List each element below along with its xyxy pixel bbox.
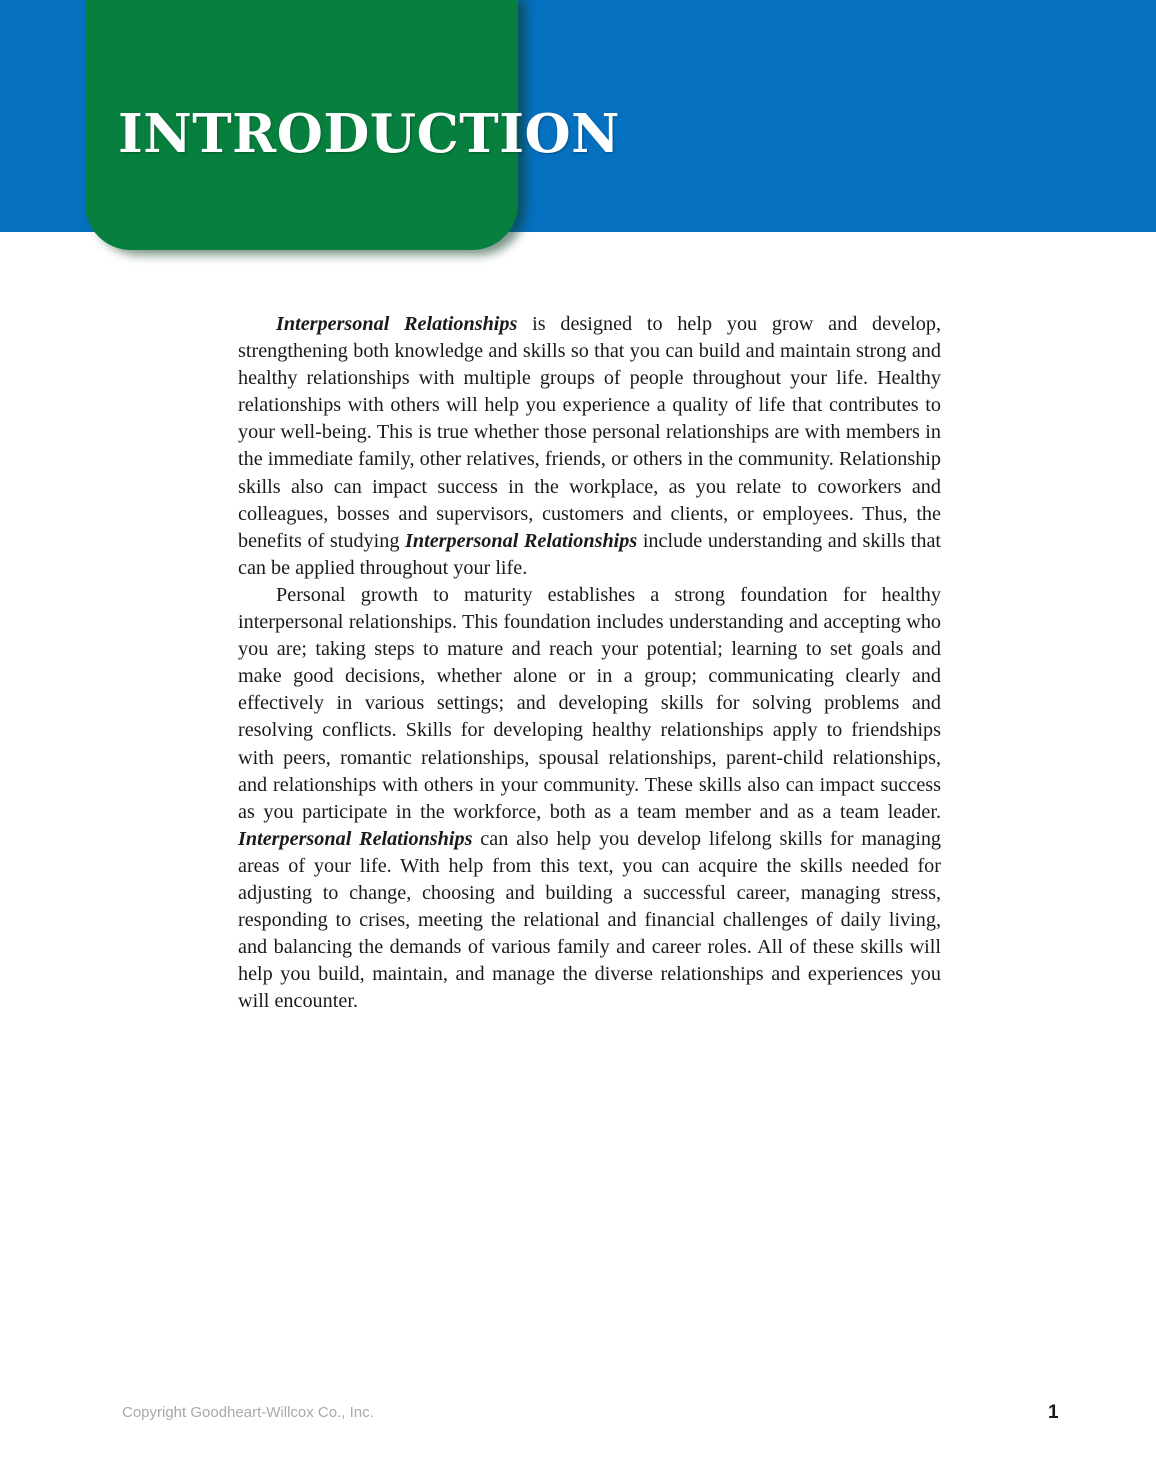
book-title-emphasis: Interpersonal Relationships — [238, 827, 473, 850]
body-text-column — [238, 311, 941, 1015]
page-title: INTRODUCTION — [118, 103, 621, 165]
intro-paragraph-1 — [238, 311, 941, 582]
book-title-emphasis: Interpersonal Relationships — [276, 313, 518, 335]
intro-paragraph-2 — [238, 582, 941, 1016]
page-number: 1 — [1048, 1402, 1059, 1423]
body-text-run: include understanding and skills that can be applied throughout your life. — [238, 529, 942, 579]
body-text-run: can also help you develop lifelong skills for managing areas of your life. With help from this text, you can acquire the skills needed for adjusting to change, choosing and building a successful career, managing stress, responding to crises, meeting the relational and financial challenges of daily living, and balancing the demands of various family and career roles. All of these skills will help you build, maintain, and manage the diverse relationships and experiences you will encounter. — [238, 827, 942, 1013]
body-text-run: Personal growth to maturity establishes a strong foundation for healthy interpersonal relationships. This foundation includes understanding and accepting who you are; taking steps to mature and reach your potential; learning to set goals and make good decisions, whether alone or in a group; communicating clearly and effectively in various settings; and developing skills for solving problems and resolving conflicts. Skills for developing healthy relationships apply to friendships with peers, romantic relationships, spousal relationships, parent-child relationships, and relationships with others in your community. These skills also can impact success as you participate in the workforce, both as a team member and as a team leader. — [238, 583, 941, 823]
book-title-emphasis: Interpersonal Relationships — [405, 529, 638, 552]
body-text-run: is designed to help you grow and develop, strengthening both knowledge and skills so that you can build and maintain strong and healthy relationships with multiple groups of people throughout your life. Healthy relationships with others will help you experience a quality of life that contributes to your well-being. This is true whether those personal relationships are with members in the immediate family, other relatives, friends, or others in the community. Relationship skills also can impact success in the workplace, as you relate to coworkers and colleagues, bosses and supervisors, customers and clients, or employees. Thus, the benefits of studying — [238, 313, 941, 552]
footer-copyright: Copyright Goodheart-Willcox Co., Inc. — [122, 1404, 374, 1421]
page-footer — [0, 1404, 1156, 1434]
